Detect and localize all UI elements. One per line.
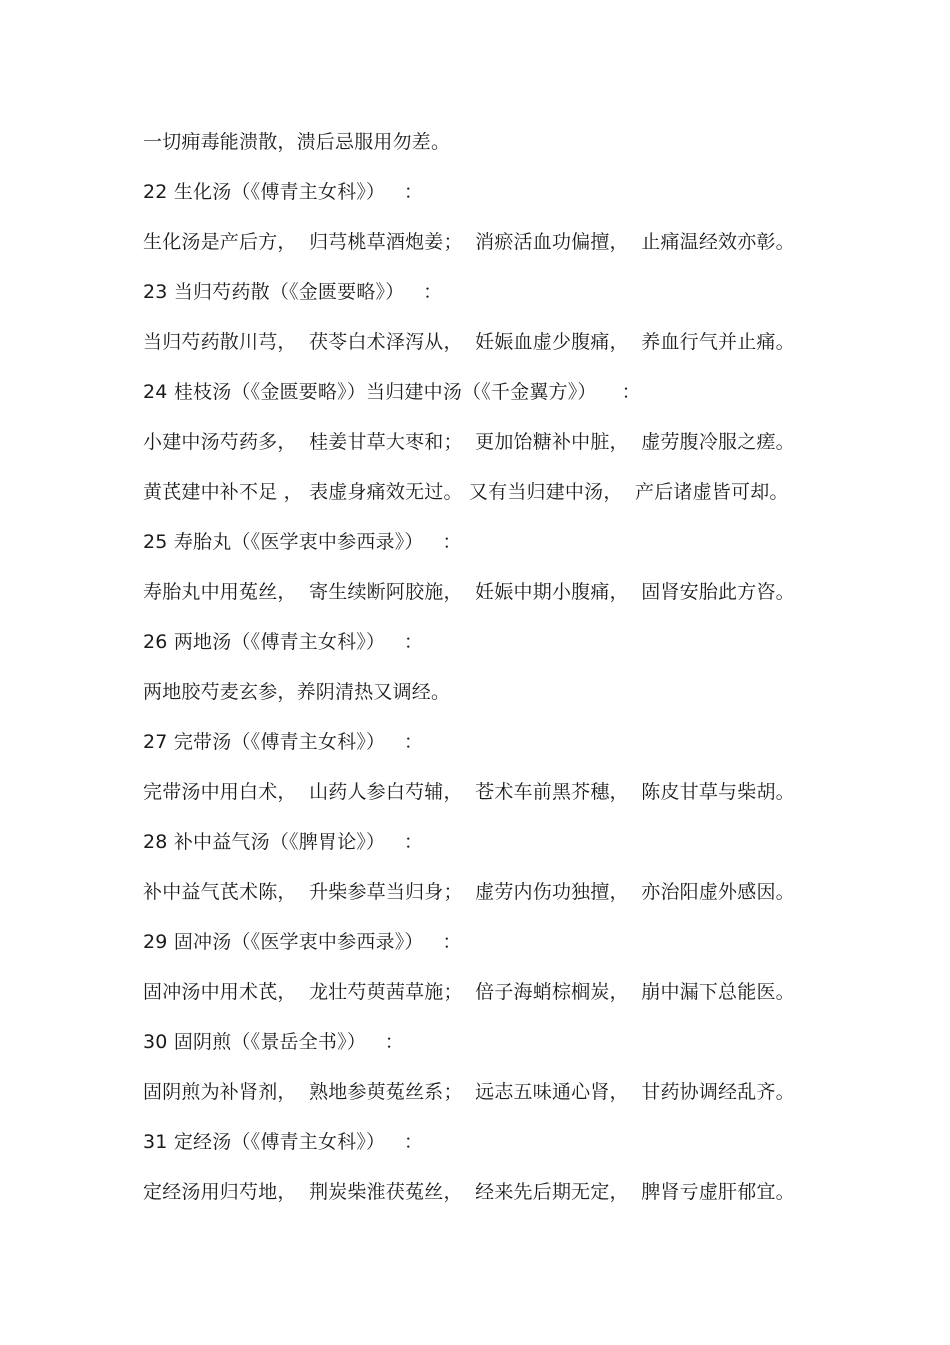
text-line: 一切痈毒能溃散，溃后忌服用勿差。 (143, 131, 451, 153)
text-line: 两地胶芍麦玄参，养阴清热又调经。 (143, 681, 451, 703)
text-line: 定经汤用归芍地， 荆炭柴淮茯菟丝， 经来先后期无定， 脾肾亏虚肝郁宜。 (143, 1181, 795, 1203)
formula-heading: 24 桂枝汤（《金匮要略》）当归建中汤（《千金翼方》） ： (143, 381, 641, 403)
formula-heading: 25 寿胎丸（《医学衷中参西录》） ： (143, 531, 462, 553)
text-line: 生化汤是产后方， 归芎桃草酒炮姜； 消瘀活血功偏擅， 止痛温经效亦彰。 (143, 231, 795, 253)
text-line: 补中益气芪术陈， 升柴参草当归身； 虚劳内伤功独擅， 亦治阳虚外感因。 (143, 881, 795, 903)
formula-heading: 27 完带汤（《傅青主女科》） ： (143, 731, 424, 753)
text-line: 完带汤中用白术， 山药人参白芍辅， 苍术车前黑芥穗， 陈皮甘草与柴胡。 (143, 781, 795, 803)
formula-heading: 29 固冲汤（《医学衷中参西录》） ： (143, 931, 462, 953)
formula-heading: 31 定经汤（《傅青主女科》） ： (143, 1131, 424, 1153)
text-line: 小建中汤芍药多， 桂姜甘草大枣和； 更加饴糖补中脏， 虚劳腹冷服之瘥。 (143, 431, 795, 453)
formula-heading: 26 两地汤（《傅青主女科》） ： (143, 631, 424, 653)
text-line: 当归芍药散川芎， 茯苓白术泽泻从， 妊娠血虚少腹痛， 养血行气并止痛。 (143, 331, 795, 353)
formula-heading: 22 生化汤（《傅青主女科》） ： (143, 181, 424, 203)
text-line: 寿胎丸中用菟丝， 寄生续断阿胶施， 妊娠中期小腹痛， 固肾安胎此方咨。 (143, 581, 795, 603)
text-line: 固阴煎为补肾剂， 熟地参萸菟丝系； 远志五味通心肾， 甘药协调经乱齐。 (143, 1081, 795, 1103)
text-line: 固冲汤中用术芪， 龙壮芍萸茜草施； 倍子海蛸棕榈炭， 崩中漏下总能医。 (143, 981, 795, 1003)
formula-heading: 30 固阴煎（《景岳全书》） ： (143, 1031, 404, 1053)
text-line: 黄芪建中补不足 ， 表虚身痛效无过。 又有当归建中汤， 产后诸虚皆可却。 (143, 481, 789, 503)
formula-heading: 23 当归芍药散（《金匮要略》） ： (143, 281, 443, 303)
formula-heading: 28 补中益气汤（《脾胃论》） ： (143, 831, 424, 853)
